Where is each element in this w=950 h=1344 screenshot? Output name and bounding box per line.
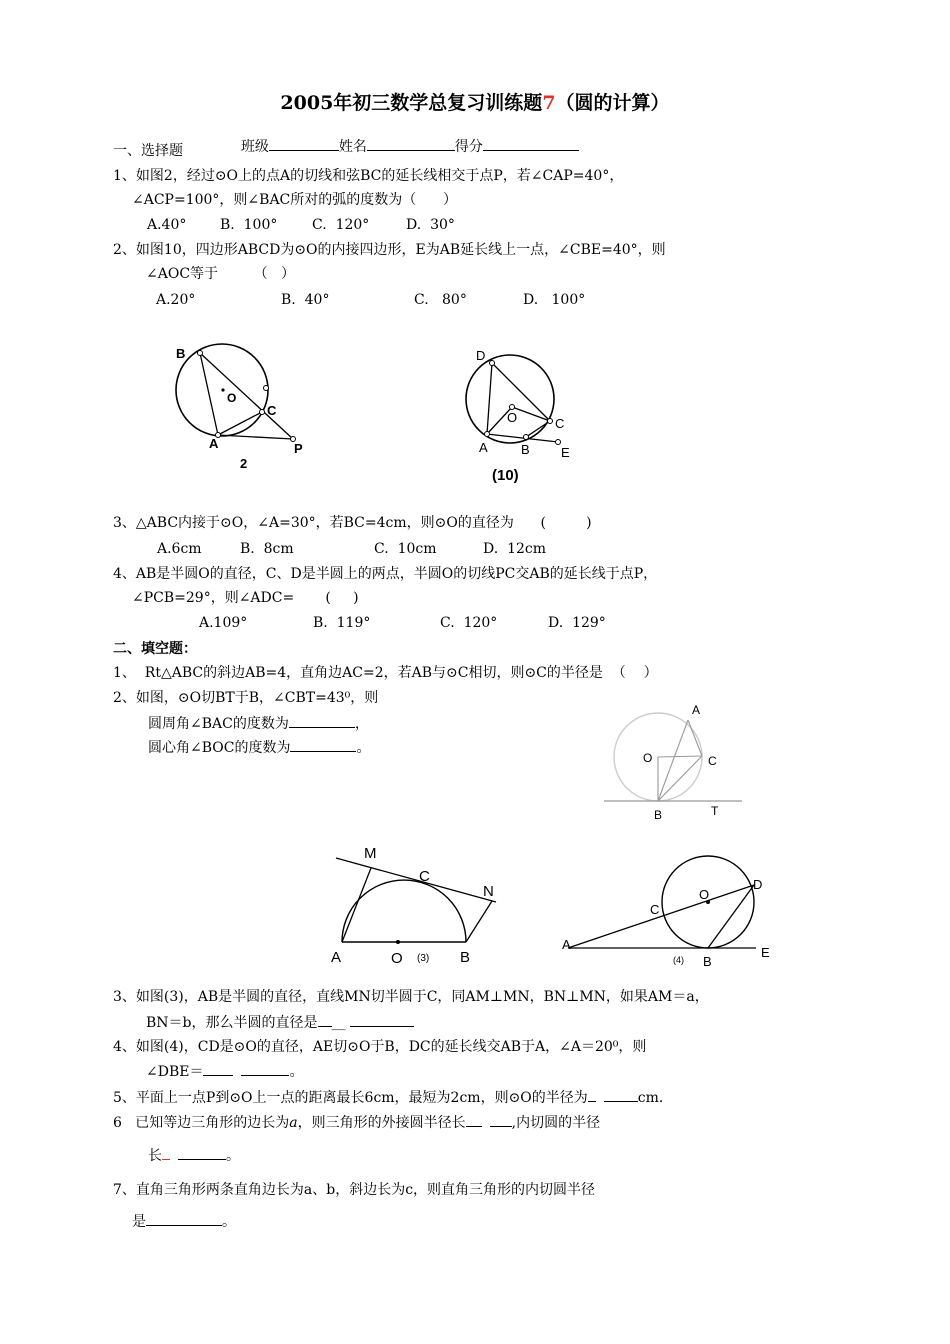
fill-q7-period: 。 xyxy=(222,1214,236,1230)
fig10-label-b: B xyxy=(521,442,530,457)
fig10-label-e: E xyxy=(561,445,570,460)
fill-q3-line1: 3、如图(3)，AB是半圆的直径，直线MN切半圆于C，同AM⊥MN，BN⊥MN，如果AM＝a， xyxy=(113,989,709,1005)
q1-line2: ∠ACP=100°，则∠BAC所对的弧的度数为（ ） xyxy=(132,192,457,208)
fill-q6-blank-a[interactable] xyxy=(466,1113,482,1127)
q1-option-a: A.40° xyxy=(147,217,187,233)
fig4-label-a: A xyxy=(562,937,571,952)
fig3-label-o: O xyxy=(391,950,403,967)
q3-option-b: B. 8cm xyxy=(240,541,294,557)
fill-q4-prompt: ∠DBE＝ xyxy=(146,1064,204,1080)
fig3-segment-am xyxy=(342,868,371,942)
fill-q6-blank-c[interactable] xyxy=(178,1146,226,1160)
fig2-label-c: C xyxy=(267,403,277,418)
figure-10 xyxy=(460,340,600,490)
page-title xyxy=(0,91,950,115)
fill-q6-var: a xyxy=(289,1115,298,1131)
fill-q6-period: 。 xyxy=(226,1148,240,1164)
figbt-label-c: C xyxy=(708,754,717,768)
fig2-label-a: A xyxy=(209,436,219,451)
fig2-line-bp xyxy=(200,353,293,439)
fig10-label-o: O xyxy=(507,410,518,425)
fig4-chord-bd xyxy=(708,885,754,948)
fig3-label-n: N xyxy=(483,883,494,900)
fill-q2-blank-bac[interactable] xyxy=(289,714,355,728)
fill-q2-line1: 2、如图，⊙O切BT于B，∠CBT=43⁰，则 xyxy=(113,690,379,706)
fill-q5-unit: cm. xyxy=(637,1090,664,1106)
q4-option-d: D. 129° xyxy=(548,615,606,631)
title-main: 2005年初三数学总复习训练题 xyxy=(280,92,543,114)
fig2-label-o: O xyxy=(227,391,237,405)
fill-q7-prompt: 是 xyxy=(132,1214,146,1230)
fig2-caption: 2 xyxy=(240,456,248,471)
fill-q6-blank-b[interactable] xyxy=(490,1113,512,1127)
q1-option-d: D. 30° xyxy=(406,217,455,233)
class-label: 班级 xyxy=(240,139,269,155)
q3-line1: 3、△ABC内接于⊙O，∠A=30°，若BC=4cm，则⊙O的直径为 ( ) xyxy=(113,515,592,531)
fig4-label-d: D xyxy=(753,877,763,892)
fig10-radius-oc xyxy=(512,407,550,421)
name-field[interactable] xyxy=(367,136,455,151)
fill-q2-prompt-boc: 圆心角∠BOC的度数为 xyxy=(148,740,291,756)
q3-option-c: C. 10cm xyxy=(374,541,437,557)
score-field[interactable] xyxy=(483,136,579,151)
fill-q7-line2 xyxy=(132,1212,236,1231)
fill-q3-line2 xyxy=(146,1013,414,1032)
fig3-label-b: B xyxy=(460,949,471,966)
fig10-chord-dc xyxy=(492,363,550,421)
fig3-label-c: C xyxy=(419,868,430,885)
fill-q3-blank[interactable] xyxy=(350,1013,414,1027)
q2-line2: ∠AOC等于 （ ） xyxy=(146,266,295,282)
fig2-label-p: P xyxy=(294,441,303,456)
figbt-chord-ac xyxy=(688,720,702,756)
fig10-label-c: C xyxy=(555,416,565,431)
q4-option-c: C. 120° xyxy=(440,615,498,631)
fig10-label-d: D xyxy=(476,348,486,363)
fill-q5-prompt: 5、平面上一点P到⊙O上一点的距离最长6cm，最短为2cm，则⊙O的半径为 xyxy=(113,1090,588,1106)
figbt-label-t: T xyxy=(711,804,719,818)
figbt-chord-bc xyxy=(658,756,702,801)
fill-q1: 1、 Rt△ABC的斜边AB=4，直角边AC=2，若AB与⊙C相切，则⊙C的半径是 （ ） xyxy=(113,665,658,681)
q3-option-d: D. 12cm xyxy=(483,541,547,557)
q2-option-a: A.20° xyxy=(156,292,196,308)
fill-q4-period: 。 xyxy=(289,1064,304,1080)
fig4-label-b: B xyxy=(703,954,712,969)
fig4-label-o: O xyxy=(699,887,710,902)
header-fields xyxy=(232,118,579,156)
q4-option-b: B. 119° xyxy=(313,615,371,631)
fig4-caption: (4) xyxy=(673,955,684,965)
section1-heading: 一、选择题 xyxy=(113,143,183,159)
figure-2 xyxy=(170,340,320,475)
figbt-chord-ba xyxy=(658,720,688,801)
fill-q7-line1: 7、直角三角形两条直角边长为a、b，斜边长为c，则直角三角形的内切圆半径 xyxy=(113,1182,596,1198)
fill-q3-space: __ xyxy=(331,1015,350,1031)
fill-q6-line1 xyxy=(113,1113,600,1132)
fill-q5-blank[interactable] xyxy=(604,1088,638,1102)
figbt-radius-oc xyxy=(658,756,702,757)
fill-q2-comma: ， xyxy=(354,716,369,732)
fill-q6-line2 xyxy=(148,1146,240,1165)
fig2-label-b: B xyxy=(176,346,186,361)
fill-q6-prompt: 6 已知等边三角形的边长为 xyxy=(113,1115,290,1131)
fig4-label-e: E xyxy=(761,945,770,960)
fill-q2-period: 。 xyxy=(356,740,371,756)
figure-4 xyxy=(558,852,780,972)
fill-q2-blank-boc[interactable] xyxy=(290,738,356,752)
q1-option-b: B. 100° xyxy=(220,217,278,233)
q2-option-d: D. 100° xyxy=(523,292,586,308)
fill-q2-line3 xyxy=(148,738,370,757)
fig4-label-c: C xyxy=(650,902,660,917)
fig2-chord-ba xyxy=(200,353,218,435)
fig2-tangent-ap xyxy=(218,435,293,439)
title-number: 7 xyxy=(542,92,556,114)
fill-q7-blank[interactable] xyxy=(146,1212,222,1226)
q2-option-b: B. 40° xyxy=(281,292,330,308)
fig3-label-m: M xyxy=(364,845,377,862)
q2-line1: 2、如图10，四边形ABCD为⊙O的内接四边形，E为AB延长线上一点，∠CBE=40°，则 xyxy=(113,242,666,258)
q1-option-c: C. 120° xyxy=(312,217,370,233)
section2-heading: 二、填空题： xyxy=(113,641,197,657)
figbt-label-o: O xyxy=(643,751,653,765)
q1-line1: 1、如图2，经过⊙O上的点A的切线和弦BC的延长线相交于点P，若∠CAP=40°， xyxy=(113,168,624,184)
figbt-label-a: A xyxy=(692,703,701,717)
fig3-label-a: A xyxy=(331,949,342,966)
figbt-label-b: B xyxy=(654,808,663,822)
fig3-semicircle xyxy=(342,880,466,942)
figure-3 xyxy=(320,838,510,973)
fig10-chord-da xyxy=(487,363,492,434)
figure-tangent-bt xyxy=(600,700,750,825)
score-label: 得分 xyxy=(454,139,483,155)
fill-q5-line1 xyxy=(113,1088,663,1107)
fill-q4-blank-a[interactable] xyxy=(203,1062,233,1076)
q4-option-a: A.109° xyxy=(199,615,248,631)
fill-q2-prompt-bac: 圆周角∠BAC的度数为 xyxy=(148,716,289,732)
q3-option-a: A.6cm xyxy=(157,541,202,557)
fig10-label-a: A xyxy=(479,440,488,455)
q4-line1: 4、AB是半圆O的直径，C、D是半圆上的两点，半圆O的切线PC交AB的延长线于点P， xyxy=(113,566,658,582)
fill-q4-blank-b[interactable] xyxy=(241,1062,289,1076)
fill-q3-prompt: BN＝b，那么半圆的直径是 xyxy=(146,1015,318,1031)
q2-option-c: C. 80° xyxy=(414,292,467,308)
fill-q2-line2 xyxy=(148,714,369,733)
fig3-caption: (3) xyxy=(417,953,430,964)
fill-q6-prompt-b: ，则三角形的外接圆半径长 xyxy=(297,1115,466,1131)
fill-q6-prompt-d: 长 xyxy=(148,1148,162,1164)
q4-line2: ∠PCB=29°，则∠ADC= ( ) xyxy=(132,590,359,606)
fig10-chord-bc xyxy=(526,421,550,437)
name-label: 姓名 xyxy=(338,139,367,155)
fig4-secant-ad xyxy=(568,885,754,948)
fig10-caption: (10) xyxy=(492,467,519,484)
fig10-circle xyxy=(466,355,554,443)
title-sub: （圆的计算） xyxy=(555,92,670,114)
fill-q6-prompt-c: ,内切圆的半径 xyxy=(511,1115,601,1131)
fill-q4-line1: 4、如图(4)，CD是⊙O的直径，AE切⊙O于B，DC的延长线交AB于A，∠A＝20⁰，则 xyxy=(113,1039,647,1055)
class-field[interactable] xyxy=(269,136,339,151)
fig3-segment-bn xyxy=(466,901,492,942)
fill-q4-line2 xyxy=(146,1062,303,1081)
